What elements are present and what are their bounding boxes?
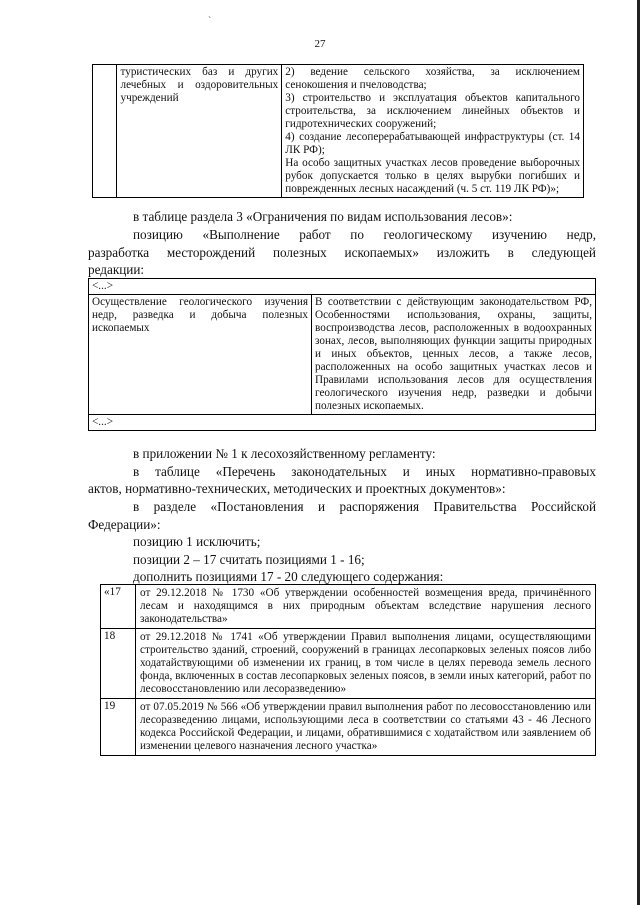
paragraph-section3: в таблице раздела 3 «Ограничения по видам использования лесов»: (133, 209, 513, 224)
top-table-col1 (93, 65, 117, 198)
position-text: от 07.05.2019 № 566 «Об утверждении правил выполнения работ по лесовосстановлению или лесоразведению лицами, использующими леса в соответствии со статьями 43 - 46 Лесного кодекса Российской Федерации, и лицами, обратившимися с ходатайством или заявлением об изменении целевого назначения лесного участка» (136, 699, 596, 756)
paragraph-appendix: в приложении № 1 к лесохозяйственному регламенту: (133, 446, 436, 461)
paragraph-position-line2: разработка месторождений полезных ископаемых» изложить в следующей (88, 245, 596, 260)
paragraph-table-line1: в таблице «Перечень законодательных и иных нормативно-правовых (133, 464, 596, 479)
scan-mark: ` (208, 16, 212, 27)
table-row (101, 629, 596, 699)
top-table-item: 2) ведение сельского хозяйства, за исключением сенокошения и пчеловодства; (285, 66, 580, 91)
top-table-col2: туристических баз и других лечебных и оздоровительных учреждений (117, 65, 282, 198)
paragraph-append: дополнить позициями 17 - 20 следующего содержания: (133, 569, 444, 584)
mid-table-ellipsis-top: <...> (89, 279, 596, 295)
paragraph-section-line2: Федерации»: (88, 517, 161, 532)
positions-table (100, 584, 596, 756)
paragraph-position-line1: позицию «Выполнение работ по геологическому изучению недр, (133, 227, 596, 242)
page-number: 27 (314, 38, 326, 50)
top-table-item: 4) создание лесоперерабатывающей инфраструктуры (ст. 14 ЛК РФ); (285, 131, 580, 156)
position-number: «17 (101, 585, 136, 629)
position-number: 18 (101, 629, 136, 699)
mid-table (88, 278, 596, 431)
table-row (101, 699, 596, 756)
paragraph-exclude: позицию 1 исключить; (133, 534, 261, 549)
top-table (92, 64, 584, 198)
paragraph-section-line1: в разделе «Постановления и распоряжения Правительства Российской (133, 499, 596, 514)
position-number: 19 (101, 699, 136, 756)
paragraph-position-line3: редакции: (88, 262, 145, 277)
mid-table-ellipsis-bottom: <...> (89, 415, 596, 431)
paragraph-renumber: позиции 2 – 17 считать позициями 1 - 16; (133, 552, 365, 567)
mid-table-right: В соответствии с действующим законодательством РФ, Особенностями использования, охраны, защиты, воспроизводства лесов, расположенных в водоохранных зонах, лесов, выполняющих функции защиты природных и иных объектов, ценных лесов, а также лесов, расположенных на особо защитных участках лесов и Правилами использования лесов для осуществления геологического изучения недр, разведки и добычи полезных ископаемых. (312, 295, 596, 415)
position-text: от 29.12.2018 № 1730 «Об утверждении особенностей возмещения вреда, причинённого лесам и находящимся в них природным объектам вследствие нарушения лесного законодательства» (136, 585, 596, 629)
top-table-col3 (282, 65, 584, 198)
mid-table-left: Осуществление геологического изучения недр, разведка и добыча полезных ископаемых (89, 295, 312, 415)
table-row (101, 585, 596, 629)
top-table-item: 3) строительство и эксплуатация объектов капитального строительства, за исключением линейных объектов и гидротехнических сооружений; (285, 92, 580, 130)
position-text: от 29.12.2018 № 1741 «Об утверждении Правил выполнения лицами, осуществляющими строительство зданий, строений, сооружений в границах лесопарковых зеленых поясов либо ходатайствующими об изменении их границ, в том числе в целях перевода земель лесного фонда, включенных в состав лесопарковых зеленых поясов, в земли иных категорий, работ по лесовосстановлению или лесоразведению» (136, 629, 596, 699)
paragraph-table-line2: актов, нормативно-технических, методических и проектных документов»: (88, 481, 506, 496)
top-table-item: На особо защитных участках лесов проведение выборочных рубок допускается только в целях вырубки погибших и поврежденных лесных насаждений (ч. 5 ст. 119 ЛК РФ)»; (285, 157, 580, 195)
